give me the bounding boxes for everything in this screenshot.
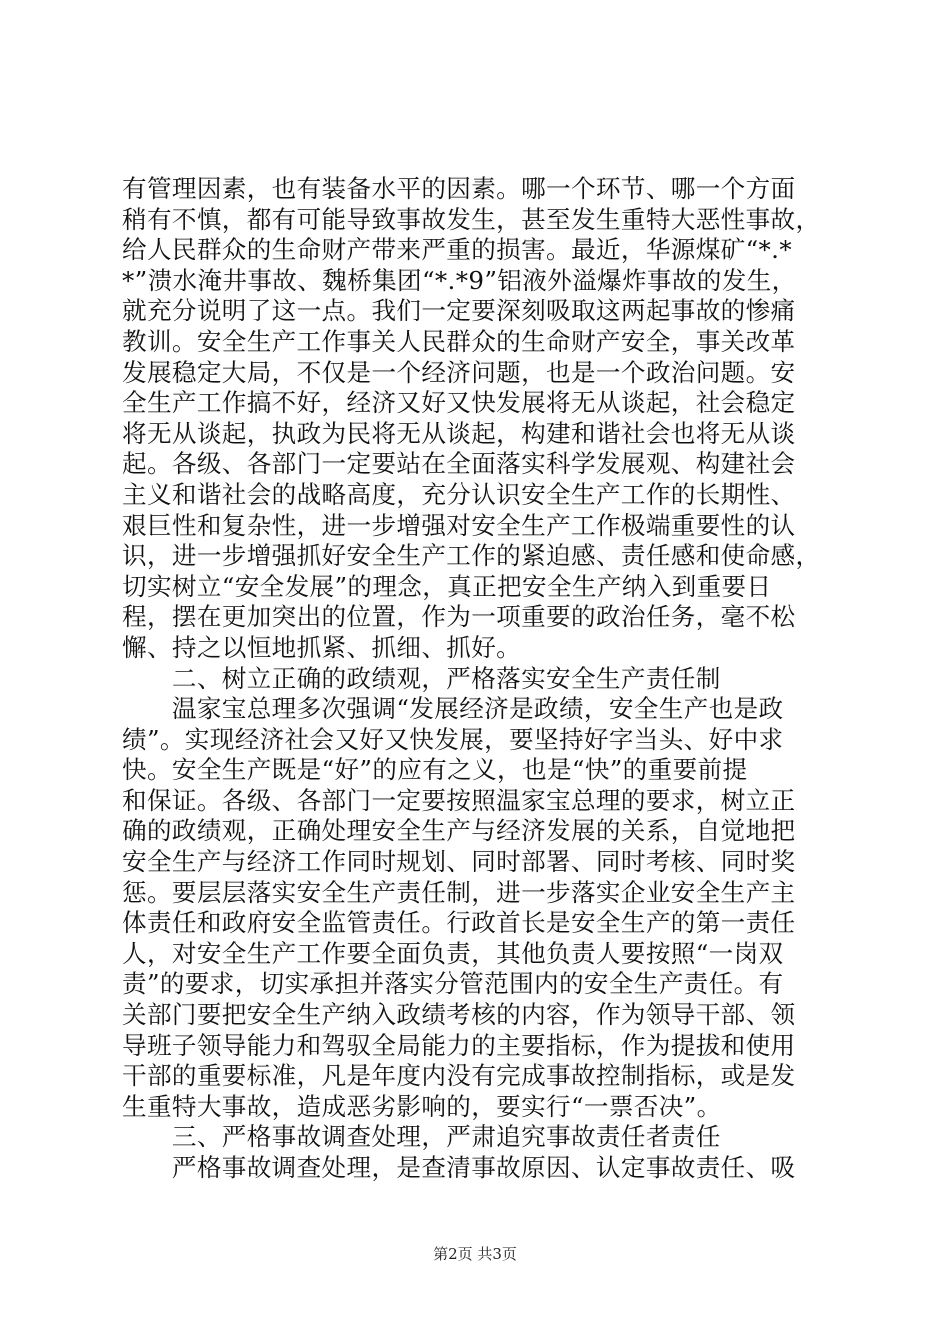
text-line: 导班子领导能力和驾驭全局能力的主要指标，作为提拔和使用: [122, 1030, 796, 1060]
text-line: 和保证。各级、各部门一定要按照温家宝总理的要求，树立正: [122, 785, 796, 815]
text-line: 稍有不慎，都有可能导致事故发生，甚至发生重特大恶性事故，: [122, 204, 821, 234]
text-line: 有管理因素，也有装备水平的因素。哪一个环节、哪一个方面: [122, 174, 796, 203]
text-line: *”溃水淹井事故、魏桥集团“*.*9”铝液外溢爆炸事故的发生，: [122, 265, 797, 295]
text-line: 懈、持之以恒地抓紧、抓细、抓好。: [122, 632, 522, 662]
text-line: 给人民群众的生命财产带来严重的损害。最近，华源煤矿“*.*: [122, 235, 792, 265]
text-line: 安全生产与经济工作同时规划、同时部署、同时考核、同时奖: [122, 847, 796, 877]
text-line: 干部的重要标准，凡是年度内没有完成事故控制指标，或是发: [122, 1061, 796, 1091]
text-line: 程，摆在更加突出的位置，作为一项重要的政治任务，毫不松: [122, 602, 796, 632]
text-line: 主义和谐社会的战略高度，充分认识安全生产工作的长期性、: [122, 479, 796, 509]
section-heading: 三、严格事故调查处理，严肃追究事故责任者责任: [122, 1122, 721, 1152]
text-line: 起。各级、各部门一定要站在全面落实科学发展观、构建社会: [122, 449, 796, 479]
text-line: 严格事故调查处理，是查清事故原因、认定事故责任、吸: [122, 1153, 796, 1182]
text-line: 切实树立“安全发展”的理念，真正把安全生产纳入到重要日: [122, 571, 772, 601]
text-line: 全生产工作搞不好，经济又好又快发展将无从谈起，社会稳定: [122, 388, 796, 418]
text-line: 绩”。实现经济社会又好又快发展，要坚持好字当头、好中求: [122, 724, 784, 754]
text-line: 人，对安全生产工作要全面负责，其他负责人要按照“一岗双: [122, 938, 784, 968]
text-line: 艰巨性和复杂性，进一步增强对安全生产工作极端重要性的认: [122, 510, 796, 540]
text-line: 快。安全生产既是“好”的应有之义，也是“快”的重要前提: [122, 755, 748, 785]
text-line: 体责任和政府安全监管责任。行政首长是安全生产的第一责任: [122, 908, 796, 938]
text-line: 关部门要把安全生产纳入政绩考核的内容，作为领导干部、领: [122, 1000, 796, 1030]
page-number-footer: 第2页 共3页: [433, 1245, 517, 1263]
text-line: 惩。要层层落实安全生产责任制，进一步落实企业安全生产主: [122, 877, 796, 907]
text-line: 确的政绩观，正确处理安全生产与经济发展的关系，自觉地把: [122, 816, 796, 846]
text-line: 温家宝总理多次强调“发展经济是政绩，安全生产也是政: [122, 694, 784, 724]
text-line: 将无从谈起，执政为民将无从谈起，构建和谐社会也将无从谈: [122, 418, 796, 448]
text-line: 就充分说明了这一点。我们一定要深刻吸取这两起事故的惨痛: [122, 296, 796, 326]
section-heading: 二、树立正确的政绩观，严格落实安全生产责任制: [122, 663, 721, 693]
text-line: 发展稳定大局，不仅是一个经济问题，也是一个政治问题。安: [122, 357, 796, 387]
text-line: 责”的要求，切实承担并落实分管范围内的安全生产责任。有: [122, 969, 784, 999]
text-line: 识，进一步增强抓好安全生产工作的紧迫感、责任感和使命感，: [122, 541, 821, 571]
body-text: [122, 174, 836, 1184]
text-line: 教训。安全生产工作事关人民群众的生命财产安全，事关改革: [122, 326, 796, 356]
text-line: 生重特大事故，造成恶劣影响的，要实行“一票否决”。: [122, 1091, 722, 1121]
